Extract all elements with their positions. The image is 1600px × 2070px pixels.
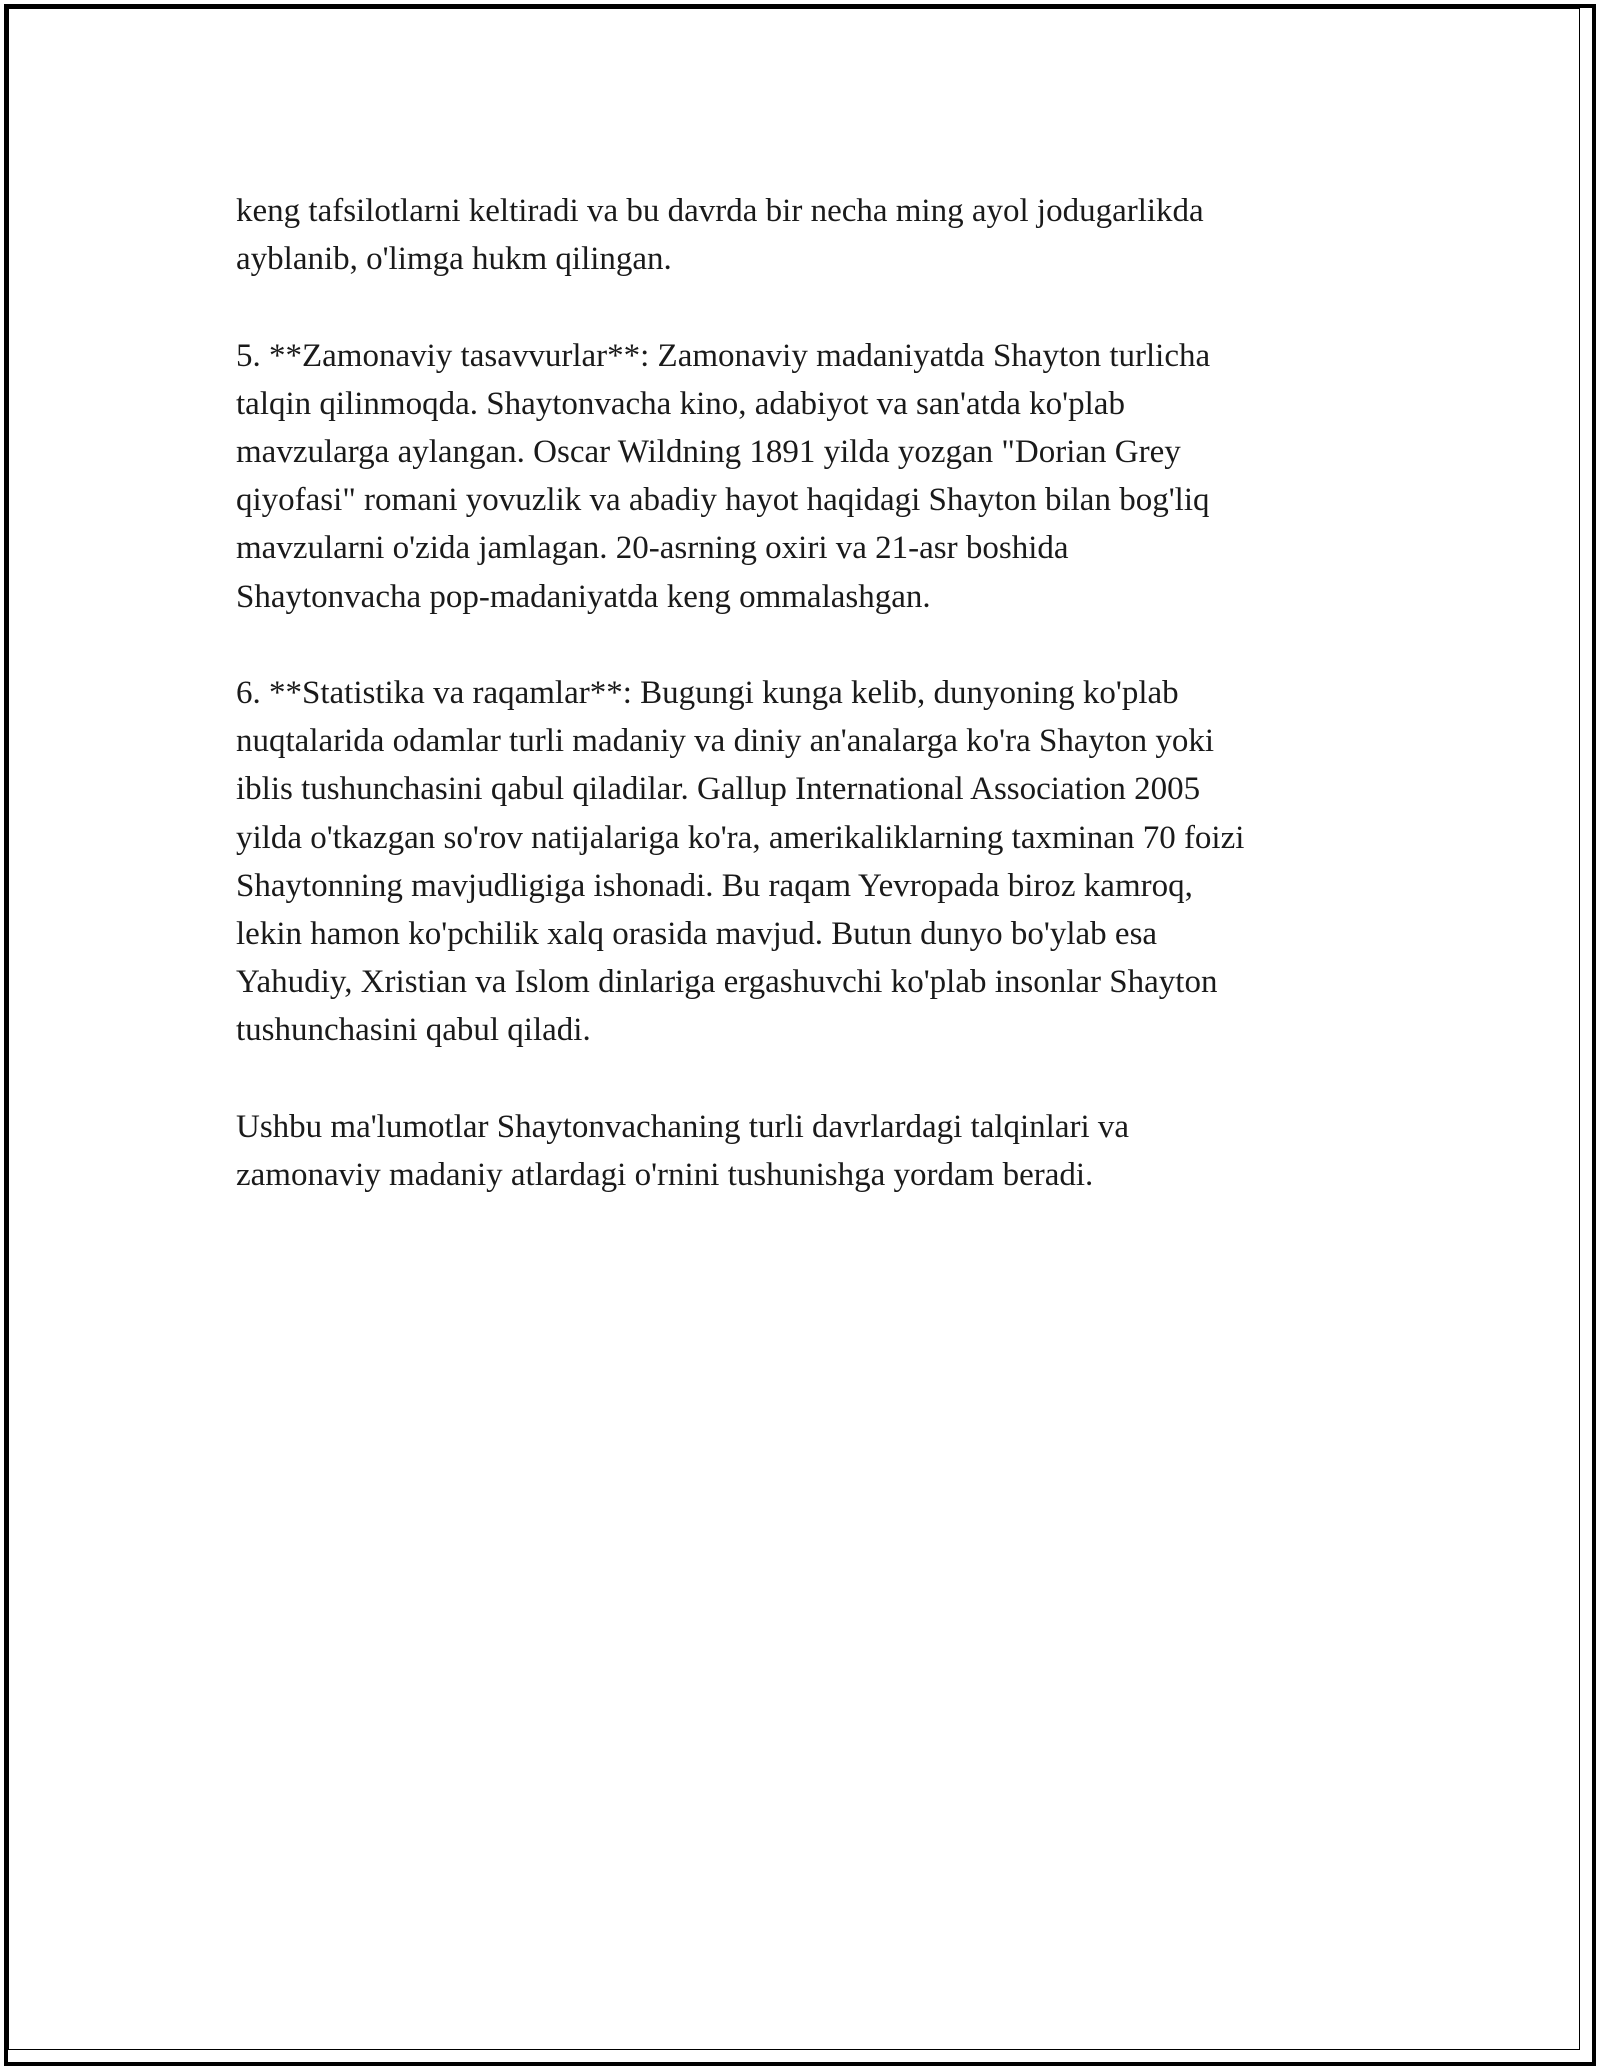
paragraph-conclusion: Ushbu ma'lumotlar Shaytonvachaning turli davrlardagi talqinlari va zamonaviy madaniy atlardagi o'rnini tushunishga yordam beradi. <box>236 1108 1130 1194</box>
paragraph-modern-perceptions: 5. **Zamonaviy tasavvurlar**: Zamonaviy madaniyatda Shayton turlicha talqin qilinmoqda. Shaytonvacha kino, adabiyot va san'atda ko'plab mavzularga aylangan. Oscar Wildning 1891 yilda yozgan "Dorian Grey qiyofasi" romani yovuzlik va abadiy hayot haqidagi Shayton bilan bog'liq mavzularni o'zida jamlagan. 20-asrning oxiri va 21-asr boshida Shaytonvacha pop-madaniyatda keng ommalashgan. <box>236 337 1211 615</box>
paragraph-statistics: 6. **Statistika va raqamlar**: Bugungi kunga kelib, dunyoning ko'plab nuqtalarida odamlar turli madaniy va diniy an'analarga ko'ra Shayton yoki iblis tushunchasini qabul qiladilar. Gallup International Association 2005 yilda o'tkazgan so'rov natijalariga ko'ra, amerikaliklarning taxminan 70 foizi Shaytonning mavjudligiga ishonadi. Bu raqam Yevropada biroz kamroq, lekin hamon ko'pchilik xalq orasida mavjud. Butun dunyo bo'ylab esa Yahudiy, Xristian va Islom dinlariga ergashuvchi ko'plab insonlar Shayton tushunchasini qabul qiladi. <box>236 675 1245 1049</box>
document-body <box>236 187 1366 1247</box>
paragraph-continuation: keng tafsilotlarni keltiradi va bu davrda bir necha ming ayol jodugarlikda ayblanib, o'limga hukm qilingan. <box>236 193 1204 278</box>
